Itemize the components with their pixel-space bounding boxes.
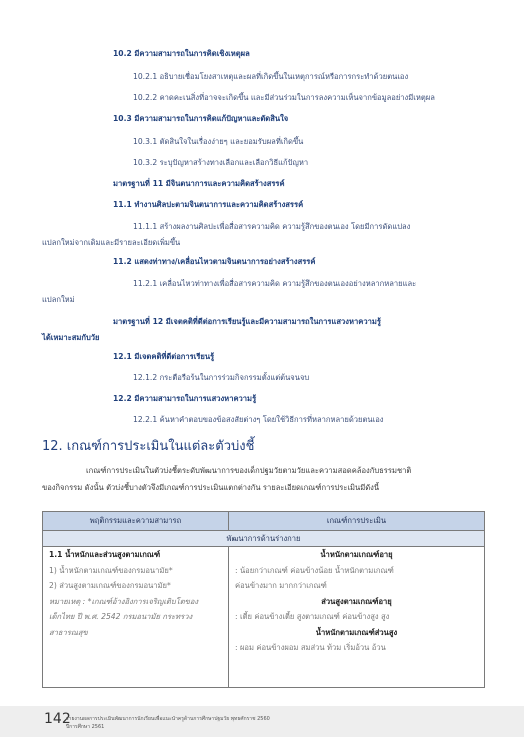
indicator-heading: 10.3 มีความสามารถในการคิดแก้ปัญหาและตัดสินใจ	[113, 114, 289, 123]
right-line: : น้อยกว่าเกณฑ์ ค่อนข้างน้อย น้ำหนักตามเกณฑ์	[235, 565, 394, 575]
indicator-item: 10.3.2 ระบุปัญหาสร้างทางเลือกและเลือกวิธีแก้ปัญหา	[133, 158, 309, 167]
indicator-item: 12.1.2 กระตือรือร้นในการร่วมกิจกรรมตั้งแต่ต้นจนจบ	[133, 373, 310, 382]
indicator-item: 10.3.1 ตัดสินใจในเรื่องง่ายๆ และยอมรับผลที่เกิดขึ้น	[133, 137, 304, 146]
right-line: : เตี้ย ค่อนข้างเตี้ย สูงตามเกณฑ์ ค่อนข้างสูง สูง	[235, 612, 390, 621]
indicator-item: 11.1.1 สร้างผลงานศิลปะเพื่อสื่อสารความคิด ความรู้สึกของตนเอง โดยมีการดัดแปลง	[133, 222, 411, 231]
table-header-row	[43, 512, 485, 531]
indicator-item: 11.2.1 เคลื่อนไหวท่าทางเพื่อสื่อสารความคิด ความรู้สึกของตนเองอย่างหลากหลายและ	[133, 279, 417, 288]
column-header: พฤติกรรมและความสามารถ	[43, 512, 229, 531]
left-line: 2) ส่วนสูงตามเกณฑ์ของกรมอนามัย*	[49, 581, 171, 590]
left-line: เด็กไทย ปี พ.ศ. 2542 กรมอนามัย กระทรวง	[49, 612, 193, 621]
indicator-item: 10.2.1 อธิบายเชื่อมโยงสาเหตุและผลที่เกิดขึ้นในเหตุการณ์หรือการกระทำด้วยตนเอง	[133, 72, 409, 81]
footer-text: รายงานผลการประเมินพัฒนาการนักเรียนเพื่อแนะนำครูด้านการศึกษาปฐมวัย พุทธศักราช 2560	[66, 716, 270, 722]
table-row	[43, 547, 485, 688]
indicator-heading: 12.1 มีเจตคติที่ดีต่อการเรียนรู้	[113, 352, 215, 361]
domain-band-row	[43, 531, 485, 547]
indicator-item: แปลกใหม่	[42, 295, 75, 304]
indicator-heading: ได้เหมาะสมกับวัย	[42, 333, 100, 342]
indicator-heading: 11.1 ทำงานศิลปะตามจินตนาการและความคิดสร้างสรรค์	[113, 200, 304, 209]
column-header: เกณฑ์การประเมิน	[229, 512, 485, 531]
right-line: น้ำหนักตามเกณฑ์ส่วนสูง	[315, 627, 398, 637]
left-line: 1.1 น้ำหนักและส่วนสูงตามเกณฑ์	[49, 550, 161, 559]
left-line: หมายเหตุ : *เกณฑ์อ้างอิงการเจริญเติบโตของ	[49, 596, 199, 606]
right-line: : ผอม ค่อนข้างผอม สมส่วน ท้วม เริ่มอ้วน อ้วน	[235, 643, 386, 652]
left-line: สาธารณสุข	[49, 627, 88, 637]
indicator-heading: 11.2 แสดงท่าทาง/เคลื่อนไหวตามจินตนาการอย่างสร้างสรรค์	[113, 257, 316, 266]
left-line: 1) น้ำหนักตามเกณฑ์ของกรมอนามัย*	[49, 565, 173, 575]
indicator-item: 10.2.2 คาดคะเนสิ่งที่อาจจะเกิดขึ้น และมีส่วนร่วมในการลงความเห็นจากข้อมูลอย่างมีเหตุผล	[133, 93, 435, 102]
indicator-heading: มาตรฐานที่ 11 มีจินตนาการและความคิดสร้างสรรค์	[113, 179, 285, 188]
indicator-item: แปลกใหม่จากเดิมและมีรายละเอียดเพิ่มขึ้น	[42, 238, 181, 247]
domain-band: พัฒนาการด้านร่างกาย	[43, 531, 485, 547]
behavior-cell	[43, 547, 229, 688]
right-line: ค่อนข้างมาก มากกว่าเกณฑ์	[235, 581, 327, 590]
intro-paragraph-line: ของกิจกรรม ดังนั้น ตัวบ่งชี้บางตัวจึงมีเกณฑ์การประเมินแตกต่างกัน รายละเอียดเกณฑ์การประเมินมีดังนี้	[42, 483, 380, 492]
criteria-table	[42, 511, 485, 688]
indicator-heading: มาตรฐานที่ 12 มีเจตคติที่ดีต่อการเรียนรู้และมีความสามารถในการแสวงหาความรู้	[113, 317, 381, 326]
section-heading: 12. เกณฑ์การประเมินในแต่ละตัวบ่งชี้	[42, 439, 255, 454]
indicator-heading: 12.2 มีความสามารถในการแสวงหาความรู้	[113, 394, 257, 403]
criteria-cell	[229, 547, 485, 688]
indicator-heading: 10.2 มีความสามารถในการคิดเชิงเหตุผล	[113, 49, 250, 58]
footer-text: ปีการศึกษา 2561	[66, 724, 105, 730]
indicator-item: 12.2.1 ค้นหาคำตอบของข้อสงสัยต่างๆ โดยใช้วิธีการที่หลากหลายด้วยตนเอง	[133, 415, 384, 424]
right-line: ส่วนสูงตามเกณฑ์อายุ	[321, 596, 392, 606]
page-number: 142	[44, 711, 71, 727]
intro-paragraph-line: เกณฑ์การประเมินในตัวบ่งชี้ตระดับพัฒนาการของเด็กปฐมวัยตามวัยและความสอดคล้องกับธรรมชาติ	[86, 466, 412, 475]
right-line: น้ำหนักตามเกณฑ์อายุ	[320, 550, 393, 559]
